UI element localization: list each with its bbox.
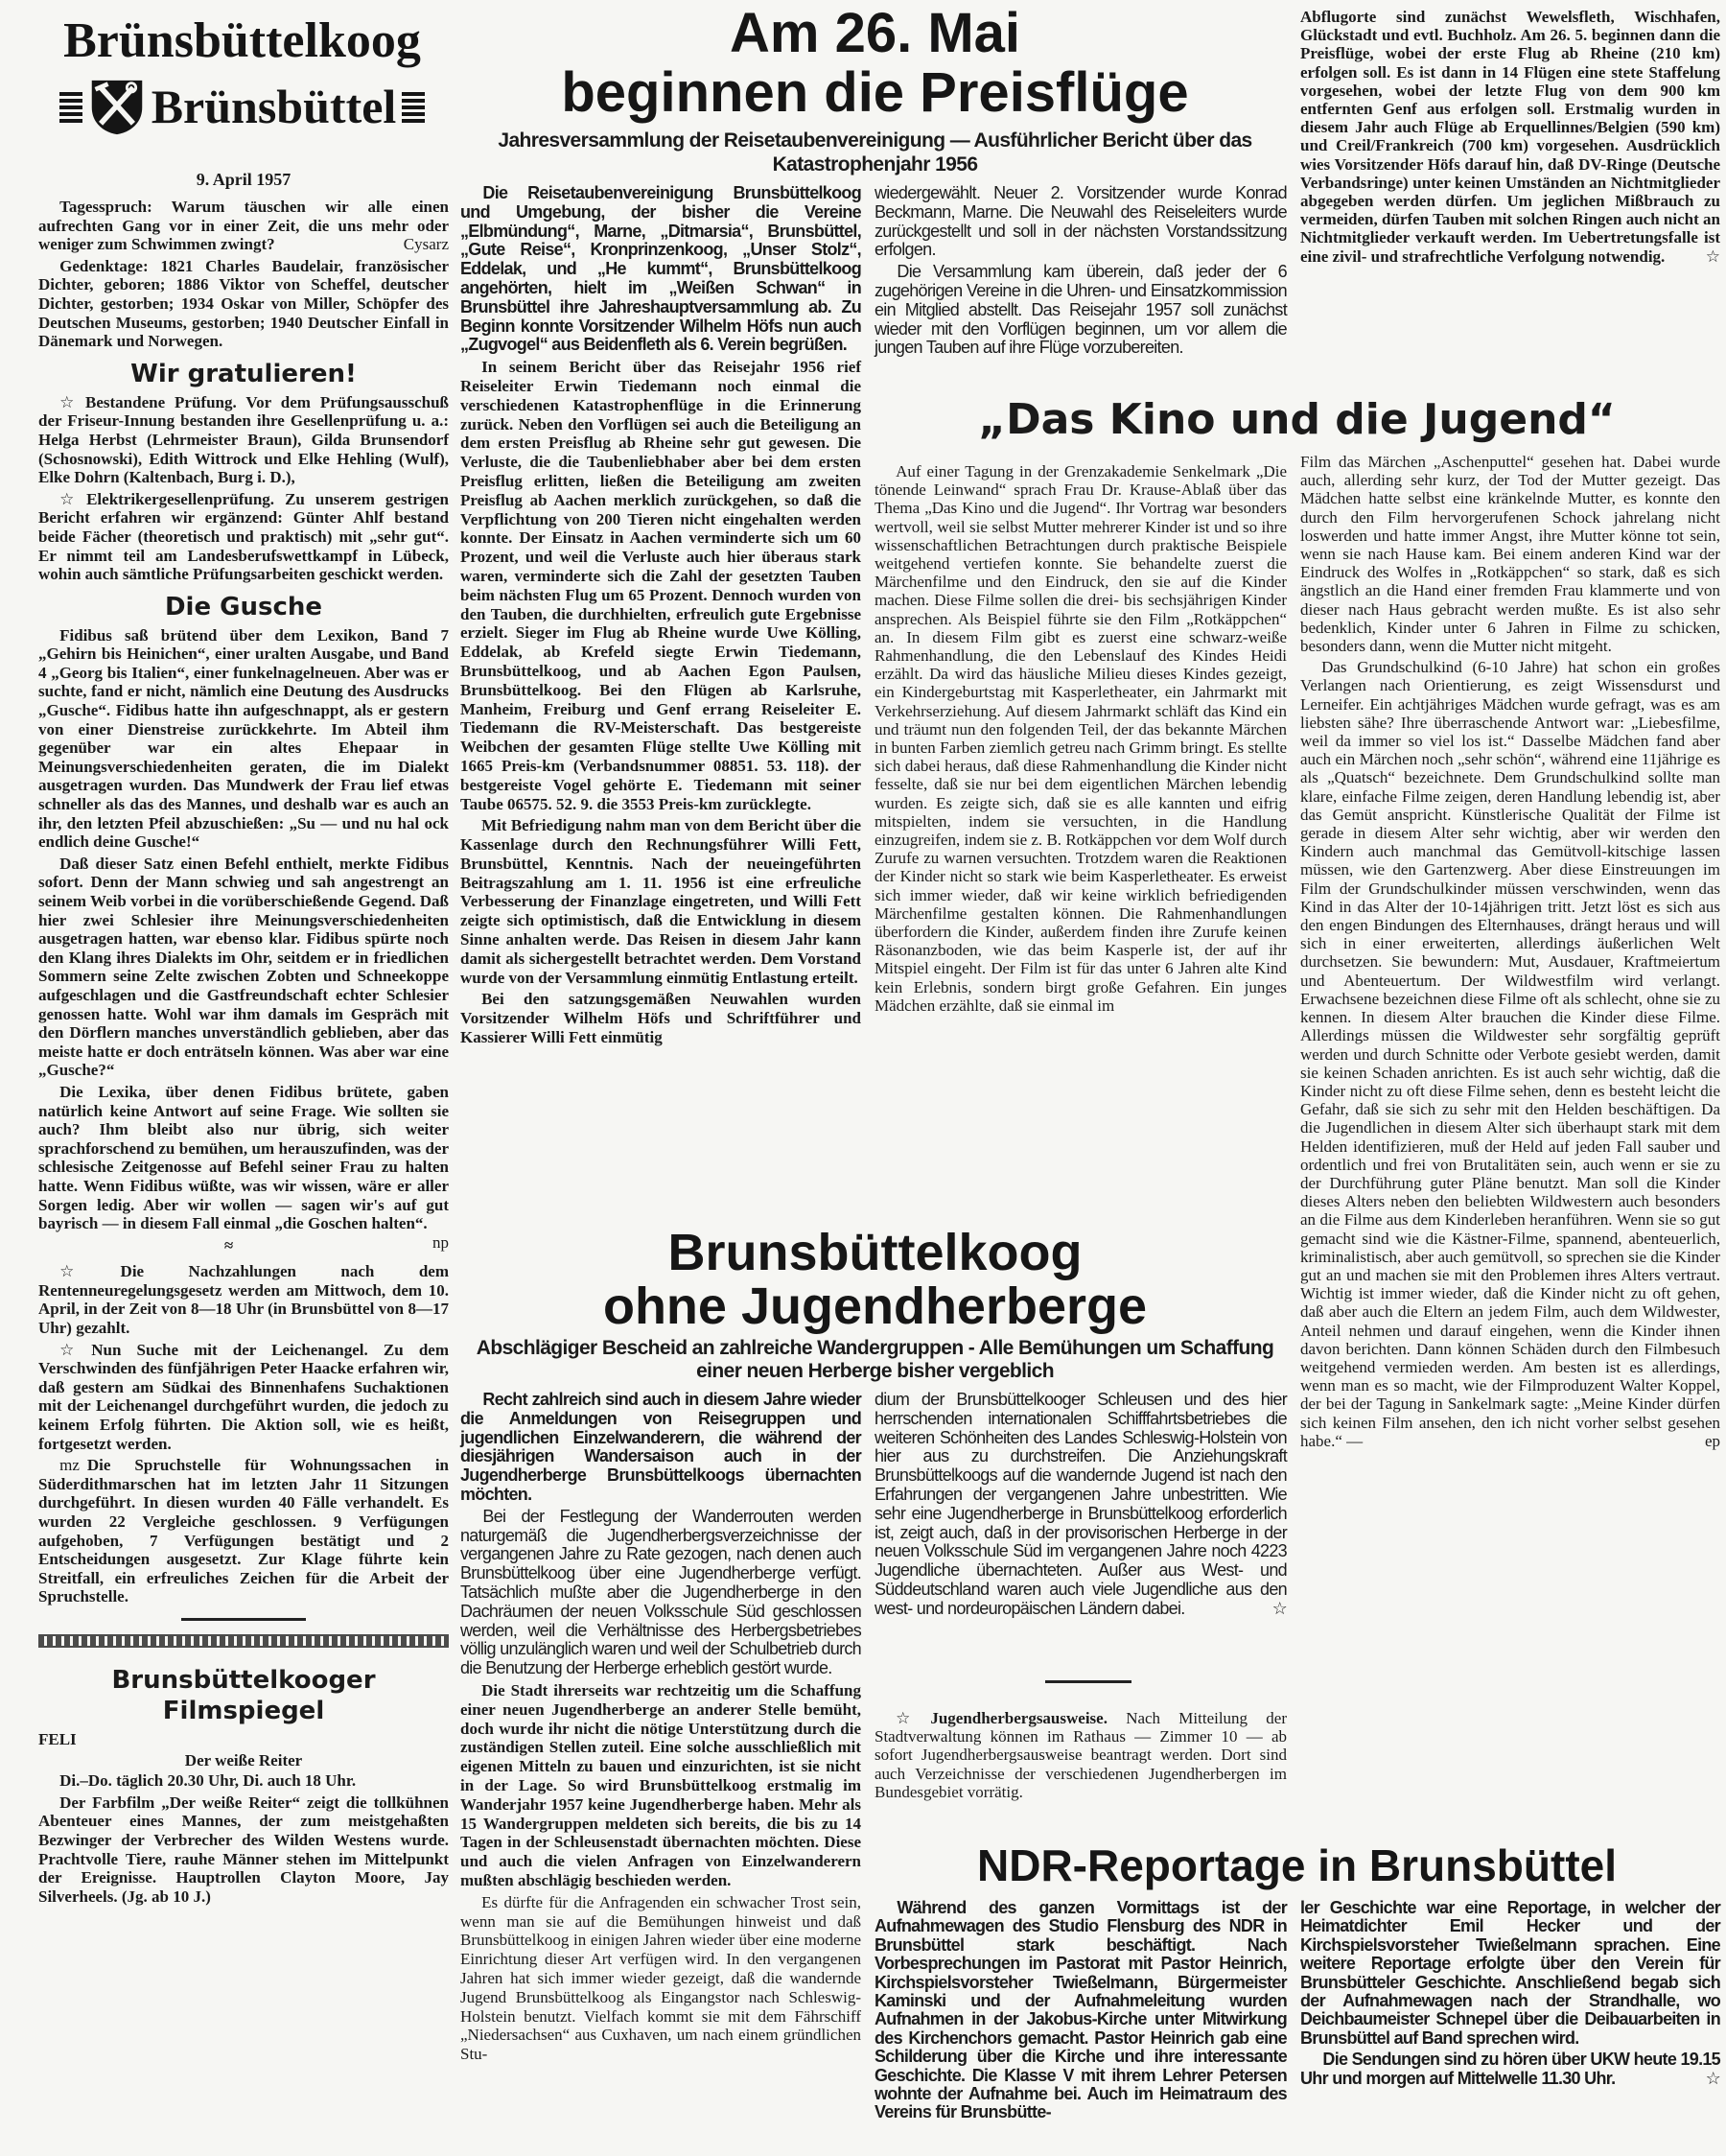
paragraph-text: Zu unserem gestrigen Bericht erfahren wir ergänzend: Günter Ahlf bestand beide Fächer (theoretisch und praktisch) mit „sehr gut“. Er nimmt teil am Landesberufswettkampf in Lübeck, wohin auch sämtliche Prüfungsarbeiten geschickt werden. [38,489,449,584]
masthead [38,10,446,140]
paragraph-text: Der Farbfilm „Der weiße Reiter“ zeigt die tollkühnen Abenteuer eines Mannes, der zum meistgehaßten Bezwinger der Verbrecher des Wilden Westens wurde. Prachtvolle Tiere, rauhe Männer stehen im Mittelpunkt der Ereignisse. Hauptrollen Clayton Moore, Jay Silverheels. (Jg. ab 10 J.) [38,1793,449,1906]
paragraph-text: Es dürfte für die Anfragenden ein schwacher Trost sein, wenn man sie auf die Bemühungen hinweist und daß Brunsbüttelkoog in einigen Jahren wieder über eine moderne Einrichtung dieser Art verfügen wird. In den vergangenen Jahren hat sich immer wieder gezeigt, daß die wandernde Jugend Brunsbüttelkoog als Eingangstor nach Schleswig-Holstein benutzt. Vielfach kommt sie mit dem Fährschiff „Niedersachsen“ aus Cuxhaven, um nach einem gründlichen Stu- [460,1892,861,2064]
paragraph [460,358,861,813]
paragraph [38,490,449,584]
end-star-icon: ☆ [1705,246,1720,266]
jugendherberge-headline-line2: ohne Jugendherberge [602,1277,1148,1335]
paragraph [38,198,449,254]
paragraph-text: Vor dem Prüfungsausschuß der Friseur-Innung bestanden ihre Gesellenprüfung u. a.: Helga Herbst (Lehrmeister Braun), Gilda Brunsendorf (Schosnowski), Edith Wittrock und Elke Hehling (Wulf), Elke Dohrn (Kaltenbach, Burg i. D.), [38,392,449,487]
paragraph-text: Auf einer Tagung in der Grenzakademie Senkelmark „Die tönende Leinwand“ sprach Frau Dr. Krause-Ablaß über das Thema „Das Kino und die Jugend“. Ihr Vortrag war besonders wertvoll, weil sie selbst Mutter mehrerer Kinder ist und so ihre wissenschaftlichen Betrachtungen durch praktische Beispiele weitgehend vertiefen konnte. Sie behandelte zuerst die Märchenfilme und den Eindruck, den sie auf die Kinder machen. Diese Filme sollen die drei- bis sechsjährigen Kinder ansprechen. Als Beispiel führte sie den Film „Rotkäppchen“ an. In diesem Film gibt es zuerst eine schwarz-weiße Rahmenhandlung, die den Lebenslauf des Kindes Heidi erzählt. Da wird das häusliche Milieu dieses Kindes gezeigt, ein Kindergeburtstag mit Kasperletheater, ein Jahrmarkt mit Verkehrserziehung. Auf diesem Jahrmarkt schläft das Kind ein und träumt nun den folgenden Teil, der das bekannte Märchen in bunten Farben ziemlich getreu nach Grimm bringt. Es stellte sich dabei heraus, daß diese Rahmenhandlung die Kinder nicht fesselte, daß sie nur bei dem eigentlichen Märchen lebendig wurden. Es zeigte sich, daß sie es alle kannten und eifrig mitspielten, indem sie versuchten, in die Handlung einzugreifen, indem sie z. B. Rotkäppchen vor dem Wolf durch Zurufe zu warnen versuchten. Trotzdem waren die Reaktionen der Kinder nicht so stark wie beim Kasperletheater. Es erweist sich immer wieder, daß wir keine wirklich befriedigenden Märchenfilme gestalten können. Die Rahmenhandlungen überfordern die Kinder, außerdem finden ihre Zurufe keinen Räsonanzboden, wie das beim Kasperle ist, der auf ihr Mitspiel eingeht. Der Film ist für das unter 6 Jahren alte Kind kein Erlebnis, sondern birgt große Gefahren. Ein junges Mädchen erzählte, daß sie einmal im [875,462,1287,1015]
jugendherberge-subtitle: Abschlägiger Bescheid an zahlreiche Wandergruppen - Alle Bemühungen um Schaffung einer neuen Herberge bisher vergeblich [476,1337,1274,1382]
divider-rule [1045,1680,1131,1683]
paragraph-lead: Die Nachzahlungen nach dem Rentenneuregelungsgesetz [38,1262,449,1300]
notice-jugendherbergsausweise [875,1709,1287,1804]
paragraph-lead: Jugendherbergsausweise. [930,1709,1108,1727]
cinema-name: FELI [38,1729,77,1748]
paragraph [38,1456,449,1606]
paragraph-text: Während des ganzen Vormittags ist der Aufnahmewagen des Studio Flensburg des NDR in Brunsbüttel stark beschäftigt. Nach Vorbesprechungen im Pastorat mit Pastor Heinrich, Kirchspielsvorsteher Twießelmann, Bürgermeister Kaminski und der Aufnahmeleitung wurden Aufnahmen in der Jakobus-Kirche unter Mitwirkung des Kirchenchors gemacht. Pastor Heinrich gab eine Schilderung über die Kirche und ihre interessante Geschichte. Die Klasse V mit ihrem Lehrer Petersen wohnte der Aufnahme bei. Auch im Heimatraum des Vereins für Brunsbütte- [875,1898,1287,2122]
paragraph-lead: Tagesspruch: [59,198,152,216]
section-heading: Brunsbüttelkooger Filmspiegel [111,1665,376,1725]
paragraph [460,990,861,1046]
ndr-headline: NDR-Reportage in Brunsbüttel [977,1840,1617,1890]
paragraph [38,1262,449,1337]
star-bullet-icon: ☆ [59,489,82,508]
paragraph [1300,658,1720,1450]
paragraph-text: werden am Mittwoch, dem 10. April, in der Zeit von 8—18 Uhr (in Brunsbüttel von 8—17 Uhr) gezahlt. [38,1280,449,1338]
paragraph [460,1681,861,1890]
paragraph-text: Die Versammlung kam überein, daß jeder der 6 zugehörigen Vereine in die Uhren- und Einsatzkommission ein Mitglied abstellt. Das Reisejahr 1957 soll zunächst wieder mit den Vorflügen beginnen, um vor allem die jungen Tauben auf ihre Flüge vorzubereiten. [875,262,1287,358]
paragraph-text: ler Geschichte war eine Reportage, in welcher der Heimatdichter Emil Hecker und der Kirchspielsvorsteher Twießelmann sprachen. Eine weitere Reportage erfolgte über den Verein für Brunsbütteler Geschichte. Anschließend begab sich der Aufnahmewagen nach der Strandhalle, wo Deichbaumeister Schnepel über die Deibauarbeiten in Brunsbüttel auf Band sprechen wird. [1300,1898,1720,2048]
jugendherberge-headline [460,1226,1290,1333]
jugendherberge-headline-line1: Brunsbüttelkoog [667,1224,1083,1281]
star-bullet-icon: ☆ [59,1262,115,1281]
paragraph-text: Bei der Festlegung der Wanderrouten werden naturgemäß die Jugendherbergsverzeichnisse der vergangenen Jahre zu Rate gezogen, nach denen auch Brunsbüttelkoog über eine Jugendherberge verfügt. Tatsächlich mußte aber die Jugendherberge in den Dachräumen der neuen Volksschule Süd geschlossen werden, weil die Verhältnisse des Herbergsbetriebes völlig unzulänglich waren und weil der Schulbetrieb durch die Benutzung der Herberge erheblich gestört wurde. [460,1506,861,1678]
paragraph-text: in Süderdithmarschen hat im letzten Jahr 11 Sitzungen durchgeführt. In diesen wurden 40 Fälle verhandelt. Es wurden 22 Vergleiche geschlossen. 9 Verfügungen aufgehoben, 7 Verfügungen bestätigt und 2 Entscheidungen ausgesetzt. Zur Klage führte kein Streitfall, ein erfreuliches Zeichen für die Arbeit der Spruchstelle. [38,1456,449,1606]
ornament-bars-right [402,90,425,123]
paragraph [460,816,861,987]
paragraph-text: Die Reisetaubenvereinigung Brunsbüttelkoog und Umgebung, der bisher die Vereine „Elbmündung“, Marne, „Ditmarsia“, Brunsbüttel, „Gute Reise“, Kronprinzenkoog, „Unser Stolz“, Eddelak, und „He kummt“, Brunsbüttelkoog angehörten, hielt im „Weißen Schwan“ in Brunsbüttel ihre Jahreshauptversammlung ab. Zu Beginn konnte Vorsitzender Wilhelm Höfs nun auch „Zugvogel“ aus Beidenfleth als 6. Verein begrüßen. [460,183,861,355]
wave-ornament-divider [38,1634,449,1648]
paragraph [875,1709,1287,1801]
paragraph [38,1771,449,1791]
preisfluege-column-3 [1300,8,1720,269]
star-bullet-icon: ☆ [59,1340,86,1359]
issue-date: 9. April 1957 [196,170,292,189]
paragraph-text: Di.–Do. täglich 20.30 Uhr, Di. auch 18 Uhr. [59,1771,357,1791]
paragraph-lead: Nun Suche mit der Leichenangel. [91,1340,368,1359]
paragraph-text: Zu dem Verschwinden des fünfjährigen Peter Haacke erfahren wir, daß gestern am Südkai des Binnenhafens Suchaktionen mit der Leichenangel durchgeführt wurden, die jedoch zu keinem Erfolg führten. Die Aktion soll, wie es heißt, fortgesetzt werden. [38,1340,449,1453]
star-bullet-icon: ☆ [59,392,81,411]
paragraph [38,257,449,351]
author-signature: Cysarz [403,235,449,254]
paragraph [875,462,1287,1015]
paragraph-text: Die Sendungen sind zu hören über UKW heute 19.15 Uhr und morgen auf Mittelwelle 11.30 Uhr. [1300,2050,1720,2088]
coat-of-arms-icon [88,77,146,136]
paragraph-text: Fidibus saß brütend über dem Lexikon, Band 7 „Gehirn bis Heinichen“, einer uralten Ausgabe, und Band 4 „Georg bis Italien“, einer funkelnagelneuen. Aber was er suchte, fand er nicht, nämlich eine Deutung des Ausdrucks „Gusche“. Fidibus hatte ihn aufgeschnappt, als er gestern von einer Dienstreise zurückkehrte. Im Abteil ihm gegenüber war ein altes Ehepaar in Meinungsverschiedenheiten geraten, die im Dialekt ausgetragen wurden. Das Mundwerk der Frau lief etwas schneller als das des Mannes, und deshalb war es auch an ihr, den letzten Pfeil abzuschießen: „Su — und nu hal ock endlich deine Gusche!“ [38,625,449,852]
paragraph [875,1391,1287,1619]
author-initials: mz [59,1456,80,1475]
column-local-news [38,198,449,1909]
kino-column-1 [875,462,1287,1018]
jugendherberge-column-2 [875,1391,1287,1622]
paragraph [38,1793,449,1907]
paragraph [460,1391,861,1505]
preisfluege-column-2 [875,184,1287,361]
paragraph [38,1082,449,1252]
paragraph [1300,1899,1720,2048]
preisfluege-subtitle: Jahresversammlung der Reisetaubenvereinigung — Ausführlicher Bericht über das Katastrophenjahr 1956 [498,129,1252,176]
end-star-icon: ☆ [1705,2068,1720,2088]
paragraph-text: Mit Befriedigung nahm man von dem Bericht über die Kassenlage durch den Rechnungsführer Willi Fett, Brunsbüttel, Kenntnis. Nach der neueingeführten Beitragszahlung am 1. 11. 1956 ist eine erfreuliche Verbesserung der Finanzlage eingetreten, und Willi Fett zeigte sich optimistisch, daß die Entwicklung in diesem Sinne anhalten werde. Das Reisen in diesem Jahr kann damit als sichergestellt betrachtet werden. Dem Vorstand wurde von der Versammlung einmütig Entlastung erteilt. [460,816,861,987]
paragraph-lead: Die Spruchstelle für Wohnungssachen [86,1456,411,1475]
paragraph-text: Recht zahlreich sind auch in diesem Jahre wieder die Anmeldungen von Reisegruppen und jugendlichen Einzelwanderern, die während der diesjährigen Wandersaison auch in der Jugendherberge Brunsbüttelkoogs übernachten möchten. [460,1390,861,1504]
paragraph-text: Film das Märchen „Aschenputtel“ gesehen hat. Dabei wurde auch, allerding sehr kurz, der Tod der Mutter gezeigt. Das Mädchen hatte selbst eine kränkelnde Mutter, es konnte den durch den Film hervorgerufenen Schock jahrelang nicht loswerden und hatte immer Angst, ihre Mutter könne tot sein, wenn sie nach Hause kam. Bei einem anderen Kind war der Eindruck des Wolfes in „Rotkäppchen“ so stark, daß es sich ängstlich an die Hand einer fremden Frau klammerte und von dieser nach Haus gebracht werden mußte. Es ist also sehr bedenklich, Kinder unter 6 Jahren in Filme zu schicken, besonders dann, wenn die Mutter nicht mitgeht. [1300,453,1720,656]
paragraph-text: Abflugorte sind zunächst Wewelsfleth, Wischhafen, Glückstadt und evtl. Buchholz. Am 26. 5. beginnen dann die Preisflüge, wobei der erste Flug ab Rheine (210 km) erfolgen soll. Es ist dann in 14 Flügen eine stete Staffelung vorgesehen, wobei der letzte Flug von dem 900 km entfernten Genf aus erfolgen soll. Erstmalig wurden in diesem Jahr auch Flüge ab Erquellinnes/Belgien (590 km) und Creil/Frankreich (700 km) vorgesehen. Ausdrücklich wies Vorsitzender Höfs darauf hin, daß DV-Ringe (Deutsche Verbandsringe) unter keinen Umständen an Nichtmitglieder abgegeben werden dürfen. Um jeglichen Mißbrauch zu vermeiden, dürfen Tauben mit solchen Ringen auch nicht an Nichtmitglieder verkauft werden. Im Uebertretungsfalle ist eine zivil- und strafrechtliche Verfolgung notwendig. [1300,8,1720,266]
paragraph [38,1341,449,1454]
paragraph-lead: Gedenktage: [59,256,149,275]
preisfluege-column-1 [460,184,861,1050]
paragraph-text: Die Stadt ihrerseits war rechtzeitig um die Schaffung einer neuen Jugendherberge an anderer Stelle bemüht, doch wurde ihr nicht die nötige Unterstützung durch die zuständigen Stellen zuteil. Eine solche ausschließlich mit eigenen Mitteln zu bauen und einzurichten, ist sie nicht in der Lage. So wird Brunsbüttelkoog erstmalig im Wanderjahr 1957 keine Jugendherberge haben. Mehr als 15 Wandergruppen meldeten sich bereits, die bis zu 14 Tagen in der Schleusenstadt übernachten möchten. Diese und auch die vielen Anfragen von Einzelwanderern mußten abschlägig beschieden werden. [460,1680,861,1889]
paragraph [460,1508,861,1678]
masthead-title-line2: Brünsbüttel [151,80,397,133]
ornament-bars-left [59,90,82,123]
preisfluege-headline-line1: Am 26. Mai [730,2,1020,64]
paragraph-text: wiedergewählt. Neuer 2. Vorsitzender wurde Konrad Beckmann, Marne. Die Neuwahl des Reiseleiters wurde zurückgestellt und soll in der nächsten Vorstandssitzung erfolgen. [875,183,1287,260]
paragraph [1300,8,1720,266]
paragraph-lead: Bestandene Prüfung. [85,392,237,411]
paragraph [38,626,449,852]
paragraph-text: In seinem Bericht über das Reisejahr 1956 rief Reiseleiter Erwin Tiedemann noch einmal die verschiedenen Katastrophenflüge in die Erinnerung zurück. Neben den Vorflügen sei auch die Beteiligung an dem ersten Preisflug ab Rheine sehr gut gewesen. Die Verluste, die die Taubenliebhaber aber bei dem ersten Preisflug erlitten, ließen die Beteiligung am zweiten Preisflug ab Aachen merklich zurückgehen, so daß die Verpflichtung von 200 Tieren nicht eingehalten werden konnte. Der Einsatz in Aachen verminderte sich um 60 Prozent, und weil die Verluste auch hier überaus stark waren, verminderte sich die Zahl der gesetzten Tauben beim nächsten Flug um 65 Prozent. Dennoch wurden von den Tauben, die durchhielten, erfreulich gute Ergebnisse erzielt. Sieger im Flug ab Rheine wurde Uwe Kölling, Eddelak, ab Krefeld siegte Erwin Tiedemann, Brunsbüttelkoog, und ab Aachen Egon Paulsen, Brunsbüttelkoog. Bei den Flügen ab Karlsruhe, Manheim, Freiburg und Genf errang Reiseleiter E. Tiedemann die RV-Meisterschaft. Das bestgereiste Weibchen der gesamten Flüge stellte Uwe Kölling mit 1665 Preis-km (Verbandsnummer 08851. 53. 118). der bestgereiste Vogel gehörte E. Tiedemann mit seiner Taube 06575. 52. 9. die 3553 Preis-km zurücklegte. [460,358,861,813]
paragraph [1300,2051,1720,2088]
ornament-separator: ≈ [223,1235,234,1254]
divider-rule [181,1618,306,1621]
jugendherberge-column-1 [460,1391,861,2067]
kino-headline: „Das Kino und die Jugend“ [978,395,1616,444]
paragraph [875,184,1287,260]
paragraph-text: Bei den satzungsgemäßen Neuwahlen wurden Vorsitzender Wilhelm Höfs und Schriftführer und Kassierer Willi Fett einmütig [460,990,861,1047]
paragraph-text: 1821 Charles Baudelair, französischer Dichter, geboren; 1886 Viktor von Scheffel, deutscher Dichter, gestorben; 1934 Oskar von Miller, Schöpfer des Deutschen Museums, gestorben; 1940 Deutscher Einfall in Dänemark und Norwegen. [38,256,449,351]
author-signature: ep [1704,1431,1720,1450]
paragraph [875,263,1287,358]
end-star-icon: ☆ [1271,1598,1287,1618]
paragraph-text: Daß dieser Satz einen Befehl enthielt, merkte Fidibus sofort. Denn der Mann schwieg und sah angestrengt an seinem Weib vorbei in die vorüberschießende Gegend. Daß hier zwei Schlesier ihre Meinungsverschiedenheiten ausgetragen hatten, war ebenso klar. Fidibus spürte noch den Klang ihres Dialekts im Ohr, seitdem er in friedlichen Sommern seine Zelte zwischen Zobten und Schneekoppe aufgeschlagen und die Gastfreundschaft echter Schlesier genossen hatte. Wohl war ihm damals im Gespräch mit den Dörflern manches unverständlich geblieben, aber das meiste hatte er doch enträtseln können. Was aber war eine „Gusche?“ [38,854,449,1080]
star-bullet-icon: ☆ [896,1709,925,1727]
ndr-column-1 [875,1899,1287,2125]
paragraph [1300,453,1720,655]
kino-column-2 [1300,453,1720,1453]
paragraph-text: Die Lexika, über denen Fidibus brütete, gaben natürlich keine Antwort auf seine Frage. Wie sollten sie auch? Ihm bleibt also nur übrig, sich weiter sprachforschend zu bemühen, um herauszufinden, was der schlesische Zeitgenosse auf Befehl seiner Frau zu halten hatte. Wenn Fidibus wüßte, was wir wissen, wäre er aller Sorgen ledig. Aber wir wollen — sagen wir's auf gut bayrisch — in diesem Fall einmal „die Goschen halten“. [38,1082,449,1233]
paragraph [460,1893,861,2064]
paragraph [38,855,449,1080]
paragraph [875,1899,1287,2122]
section-heading: Die Gusche [164,592,323,621]
paragraph-lead: Elektrikergesellenprüfung. [86,489,275,508]
paragraph-text: dium der Brunsbüttelkooger Schleusen und des hier herrschenden internationalen Schifffahrtsbetriebes die weiteren Schönheiten des Landes Schleswig-Holstein von hier aus zu durchstreifen. Die Anziehungskraft Brunsbüttelkoogs auf die wandernde Jugend ist nach den Erfahrungen der vergangenen Jahre unbestritten. Wie sehr eine Jugendherberge in Brunsbüttelkoog erforderlich ist, zeigt auch, daß in der provisorischen Herberge in der neuen Volksschule Süd im vergangenen Jahre noch 4223 Jugendliche übernachteten. Außer aus West- und Süddeutschland waren auch viele Jugendliche aus den west- und nordeuropäischen Ländern dabei. [875,1390,1287,1618]
masthead-title-line1: Brünsbüttelkoog [63,13,421,68]
paragraph-text: Nach Mitteilung der Stadtverwaltung können im Rathaus — Zimmer 10 — ab sofort Jugendherbergsausweise beantragt werden. Dort sind auch Verzeichnisse der verschiedenen Jugendherbergen im Bundesgebiet vorrätig. [875,1709,1287,1801]
paragraph-text: Das Grundschulkind (6-10 Jahre) hat schon ein großes Verlangen nach Orientierung, es zeigt Wissensdurst und Lerneifer. Ein achtjähriges Mädchen wurde gefragt, was es am liebsten sähe? Ihre überraschende Antwort war: „Liebesfilme, weil da immer so viel los ist.“ Dasselbe Mädchen fand aber auch ein Märchen noch „sehr schön“, während eine 11jährige es als „Quatsch“ bezeichnete. Dem Grundschulkind sollte man klare, einfache Filme zeigen, deren Handlung lebendig ist, aber das Gemüt anspricht. Künstlerische Qualität der Filme ist gerade in diesem Alter sehr wichtig, aber wir werden den Kindern auch manchmal das Gemütvoll-kitschige lassen müssen, wie den Gartenzwerg. Aber diese Einstreuungen im Film der Grundschulkinder müssen verschwinden, wenn das Kind in das Alter der 10-14jährigen tritt. Jetzt löst es sich aus den engen Bindungen des Elternhauses, drängt heraus und will sich in einer erweiterten, allerdings äußerlichen Welt durchsetzen. Sie bewundern: Mut, Ausdauer, Kraftmeiertum und Abenteuertum. Der Wildwestfilm wird verlangt. Erwachsene bezeichnen diese Filme oft als schlecht, ohne sie zu kennen. In diesem Alter brauchen die Kinder diese Filme. Allerdings müssen die Wildwester sehr sorgfältig geprüft werden und durch Schnitte oder Verbote gesiebt werden, damit sie keinen Schaden anrichten. Es ist auch sehr wichtig, daß die Kinder nicht zu oft diese Filme sehen, denn es besteht leicht die Gefahr, daß sie sich zu sehr mit den Helden beschäftigen. Da die Jugendlichen in diesem Alter sich überhaupt stark mit dem Helden identifizieren, muß der Held auf jeden Fall sauber und ordentlich und frei von Brutalitäten sein, auch wenn er sie zu der Durchführung guter Pläne benutzt. Man soll die Kinder dieses Alters neben den beliebten Wildwestern auch besonders an die Filme aus dem Kinderleben heranführen. Wenn sie so gut gemacht sind wie die Kästner-Filme, spannend, abenteuerlich, kriminalistisch, aber auch gemütvoll, so sprechen sie die Kinder gut an und machen sie mit den Problemen ihres Alters vertraut. Wichtig ist immer wieder, daß die Kinder nicht zu oft gehen, daß aber auch die Eltern an jedem Film, auch dem Wildwester, Anteil nehmen und darauf eingehen, wenn die Kinder ihnen davon berichten. Dann können Schäden durch den Filmbesuch weitgehend vermieden werden. Am besten ist es allerdings, wenn man es so macht, wie der Filmproduzent Walter Koppel, der bei der Tagung in Sankelmark sagte: „Meine Kinder dürfen sich keinen Film ansehen, den ich nicht vorher selbst gesehen habe.“ — [1300,658,1720,1450]
author-signature: np [432,1232,449,1252]
paragraph [460,184,861,355]
preisfluege-headline-line2: beginnen die Preisflüge [561,61,1189,124]
section-heading: Wir gratulieren! [130,359,357,388]
film-title: Der weiße Reiter [184,1750,303,1769]
ndr-column-2 [1300,1899,1720,2091]
paragraph-text: Warum täuschen wir alle einen aufrechten Gang vor in einer Zeit, die uns mehr oder weniger zum Schwimmen zwingt? [38,198,449,254]
preisfluege-headline [460,4,1290,123]
paragraph [38,393,449,487]
